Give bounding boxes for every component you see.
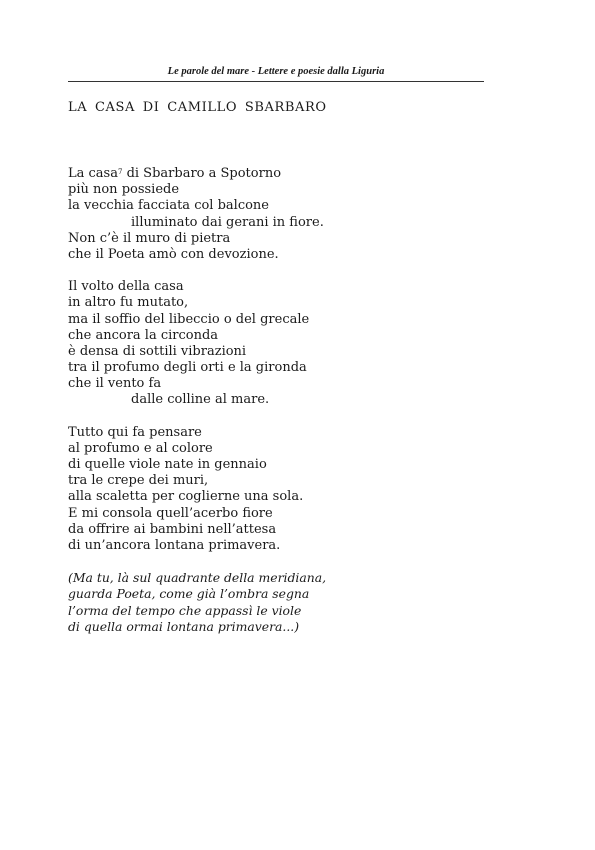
stanza-2 <box>68 279 508 409</box>
poem-line: dalle colline al mare. <box>131 392 270 408</box>
poem-line: al profumo e al colore <box>68 440 213 456</box>
running-header: Le parole del mare - Lettere e poesie dalla Liguria <box>167 66 385 77</box>
poem-line: che il Poeta amò con devozione. <box>68 246 279 262</box>
poem-line: tra il profumo degli orti e la gironda <box>68 360 307 376</box>
poem-line: in altro fu mutato, <box>68 295 189 311</box>
poem-line: più non possiede <box>68 182 180 198</box>
poem-line: di un’ancora lontana primavera. <box>68 537 281 553</box>
footnote-marker: 7 <box>117 168 123 176</box>
poem-line: (Ma tu, là sul quadrante della meridiana, <box>68 570 327 586</box>
poem-line: da offrire ai bambini nell’attesa <box>68 521 277 537</box>
poem-line: guarda Poeta, come già l’ombra segna <box>68 586 310 602</box>
poem-line: E mi consola quell’acerbo fiore <box>68 505 273 521</box>
poem-line: la vecchia facciata col balcone <box>68 198 269 214</box>
poem-line: di quella ormai lontana primavera...) <box>68 618 300 634</box>
poem-line <box>68 166 508 182</box>
poem-line: che il vento fa <box>68 376 162 392</box>
poem-line: illuminato dai gerani in fiore. <box>131 214 324 230</box>
stanza-3 <box>68 425 508 555</box>
header-rule <box>68 81 484 82</box>
poem-line: Il volto della casa <box>68 279 184 295</box>
poem-title: LA CASA DI CAMILLO SBARBARO <box>68 100 327 115</box>
poem-line: Non c’è il muro di pietra <box>68 230 231 246</box>
poem-line: tra le crepe dei muri, <box>68 473 209 489</box>
stanza-4 <box>68 570 508 635</box>
poem-line: l’orma del tempo che appassì le viole <box>68 602 302 618</box>
poem-line: di quelle viole nate in gennaio <box>68 457 267 472</box>
stanza-1 <box>68 166 508 263</box>
poem-line: è densa di sottili vibrazioni <box>68 343 247 359</box>
poem-line: alla scaletta per coglierne una sola. <box>68 489 304 505</box>
poem-line: ma il soffio del libeccio o del grecale <box>68 311 310 327</box>
poem-line: Tutto qui fa pensare <box>68 424 202 440</box>
poem-line: che ancora la circonda <box>68 327 219 343</box>
line-text: La casa <box>68 166 118 181</box>
poem-body <box>68 166 508 651</box>
line-text: di Sbarbaro a Spotorno <box>122 166 282 181</box>
